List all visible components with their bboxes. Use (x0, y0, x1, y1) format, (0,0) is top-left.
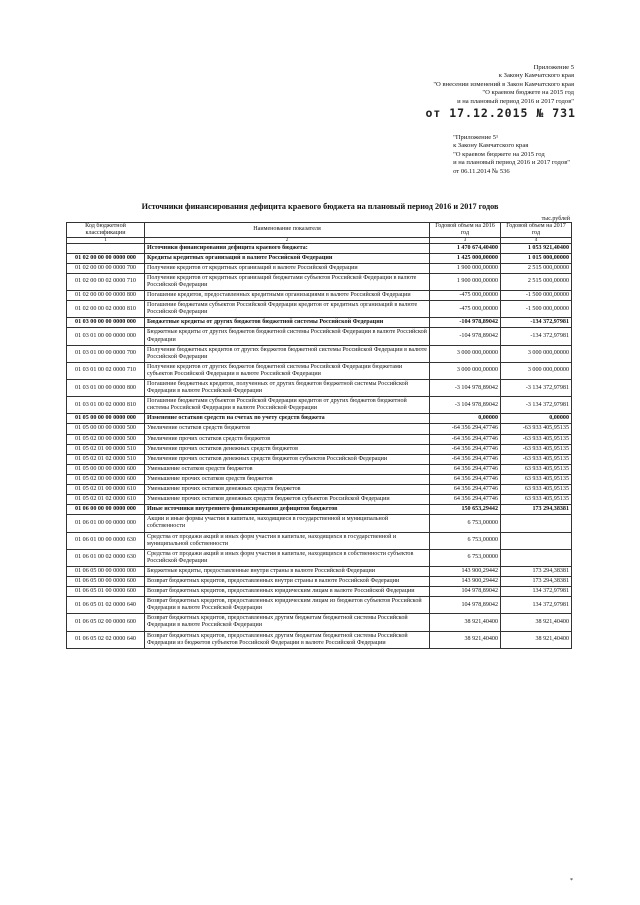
table-row (67, 397, 572, 414)
cell-2016: 1 900 000,00000 (430, 263, 501, 273)
table-row (67, 362, 572, 379)
law-date-number-stamp: от 17.12.2015 № 731 (425, 106, 576, 120)
cell-2017: 1 015 000,00000 (501, 253, 572, 263)
cell-2016: -64 356 294,47746 (430, 424, 501, 434)
cell-2017: 1 053 921,40400 (501, 243, 572, 253)
cell-2016: 6 753,00000 (430, 515, 501, 532)
cell-code: 01 05 00 00 00 0000 500 (67, 424, 145, 434)
cell-name: Погашение кредитов, предоставленных кредитными организациями в валюте Российской Федерации (145, 291, 430, 301)
cell-2017: 173 294,38381 (501, 505, 572, 515)
table-row (67, 631, 572, 648)
cell-code: 01 02 00 00 02 0000 710 (67, 273, 145, 290)
cell-2016: 0,00000 (430, 414, 501, 424)
cell-2016: 143 900,29442 (430, 576, 501, 586)
cell-code: 01 06 05 00 00 0000 000 (67, 566, 145, 576)
cell-2017 (501, 532, 572, 549)
table-row (67, 273, 572, 290)
header-2017: Годовой объем на 2017 год (501, 223, 572, 238)
cell-2016: 143 900,29442 (430, 566, 501, 576)
original-appendix-header-line: к Закону Камчатского края (453, 142, 529, 150)
table-header-row (67, 223, 572, 238)
table-row (67, 474, 572, 484)
cell-code: 01 05 00 00 00 0000 600 (67, 464, 145, 474)
cell-code: 01 05 02 01 00 0000 510 (67, 444, 145, 454)
cell-name: Средства от продажи акций и иных форм участия в капитале, находящихся в государственной и муниципальной собственности (145, 532, 430, 549)
table-row (67, 424, 572, 434)
cell-2017: 3 000 000,00000 (501, 362, 572, 379)
cell-name: Возврат бюджетных кредитов, предоставленных другим бюджетам бюджетной системы Российской Федерации из бюджетов субъектов Российской Федерации в валюте Российской Федерации (145, 631, 430, 648)
cell-code: 01 05 00 00 00 0000 000 (67, 414, 145, 424)
cell-code: 01 05 02 00 00 0000 600 (67, 474, 145, 484)
table-row (67, 345, 572, 362)
cell-2016: 64 356 294,47746 (430, 495, 501, 505)
cell-2017: 2 515 000,00000 (501, 263, 572, 273)
table-row (67, 495, 572, 505)
cell-name: Получение кредитов от кредитных организаций бюджетами субъектов Российской Федерации в валюте Российской Федерации (145, 273, 430, 290)
column-index: 4 (501, 237, 572, 243)
cell-name: Увеличение прочих остатков средств бюджетов (145, 434, 430, 444)
table-row (67, 253, 572, 263)
table-row (67, 576, 572, 586)
table-row (67, 328, 572, 345)
cell-name: Кредиты кредитных организаций в валюте Российской Федерации (145, 253, 430, 263)
cell-2017: 63 933 405,95135 (501, 474, 572, 484)
cell-2016: 38 921,40400 (430, 614, 501, 631)
table-row (67, 414, 572, 424)
cell-code: 01 06 01 00 02 0000 630 (67, 549, 145, 566)
cell-code: 01 02 00 00 00 0000 800 (67, 291, 145, 301)
cell-2016: 1 900 000,00000 (430, 273, 501, 290)
cell-code: 01 06 05 01 02 0000 640 (67, 597, 145, 614)
cell-name: Бюджетные кредиты, предоставленные внутри страны в валюте Российской Федерации (145, 566, 430, 576)
cell-name: Возврат бюджетных кредитов, предоставленных другим бюджетам бюджетной системы Российской Федерации в валюте Российской Федерации (145, 614, 430, 631)
column-index: 1 (67, 237, 145, 243)
cell-2016: 3 000 000,00000 (430, 362, 501, 379)
table-row (67, 505, 572, 515)
cell-2016: 1 470 674,40400 (430, 243, 501, 253)
cell-2016: 150 653,29442 (430, 505, 501, 515)
header-code: Код бюджетной классификации (67, 223, 145, 238)
original-appendix-header-line: "О краевом бюджете на 2015 год (453, 150, 545, 158)
appendix-header-line: и на плановый период 2016 и 2017 годов" (457, 97, 574, 105)
cell-2017: 173 294,38381 (501, 566, 572, 576)
cell-2016: 64 356 294,47746 (430, 485, 501, 495)
cell-2016: 104 978,89042 (430, 587, 501, 597)
table-row (67, 614, 572, 631)
cell-name: Получение кредитов от кредитных организаций в валюте Российской Федерации (145, 263, 430, 273)
table-row (67, 291, 572, 301)
deficit-financing-table (66, 222, 572, 649)
cell-name: Погашение бюджетами субъектов Российской Федерации кредитов от кредитных организаций в валюте Российской Федерации (145, 301, 430, 318)
cell-2016: -64 356 294,47746 (430, 434, 501, 444)
cell-code: 01 05 02 01 02 0000 610 (67, 495, 145, 505)
cell-name: Увеличение остатков средств бюджетов (145, 424, 430, 434)
cell-2017: 63 933 405,95135 (501, 464, 572, 474)
table-row (67, 318, 572, 328)
cell-code: 01 06 05 02 00 0000 600 (67, 614, 145, 631)
original-appendix-header-line: от 06.11.2014 № 536 (453, 167, 510, 175)
cell-2017: -63 933 405,95135 (501, 424, 572, 434)
cell-2016: 1 425 000,00000 (430, 253, 501, 263)
appendix-header-line: Приложение 5 (533, 64, 574, 71)
cell-2017: -63 933 405,95135 (501, 434, 572, 444)
cell-name: Бюджетные кредиты от других бюджетов бюджетной системы Российской Федерации в валюте Российской Федерации (145, 328, 430, 345)
cell-code: 01 03 01 00 00 0000 800 (67, 380, 145, 397)
cell-code: 01 06 01 00 00 0000 000 (67, 515, 145, 532)
cell-name: Получение бюджетных кредитов от других бюджетов бюджетной системы Российской Федерации в валюте Российской Федерации (145, 345, 430, 362)
cell-2017: 134 372,97981 (501, 587, 572, 597)
cell-2017: 0,00000 (501, 414, 572, 424)
original-appendix-header-line: и на плановый период 2016 и 2017 годов" (453, 159, 570, 167)
cell-2017: -134 372,97981 (501, 328, 572, 345)
cell-2016: 6 753,00000 (430, 549, 501, 566)
cell-2016: -64 356 294,47746 (430, 454, 501, 464)
table-row (67, 434, 572, 444)
cell-name: Погашение бюджетных кредитов, полученных от других бюджетов бюджетной системы Российской Федерации в валюте Российской Федерации (145, 380, 430, 397)
cell-code: 01 03 00 00 00 0000 000 (67, 318, 145, 328)
column-index: 2 (145, 237, 430, 243)
cell-code: 01 02 00 00 00 0000 000 (67, 253, 145, 263)
table-row (67, 444, 572, 454)
cell-code: 01 05 02 01 02 0000 510 (67, 454, 145, 464)
cell-code: 01 06 01 00 00 0000 630 (67, 532, 145, 549)
cell-name: Средства от продажи акций и иных форм участия в капитале, находящихся в собственности субъектов Российской Федерации (145, 549, 430, 566)
cell-2017: 173 294,38381 (501, 576, 572, 586)
original-appendix-header-line: "Приложение 5¹ (453, 134, 499, 141)
cell-2017: -134 372,97981 (501, 318, 572, 328)
units-label: тыс.рублей (541, 216, 570, 222)
cell-2016: 104 978,89042 (430, 597, 501, 614)
cell-code: 01 05 02 01 00 0000 610 (67, 485, 145, 495)
cell-code: 01 03 01 00 00 0000 000 (67, 328, 145, 345)
table-row (67, 597, 572, 614)
cell-2016: -64 356 294,47746 (430, 444, 501, 454)
cell-2017: 2 515 000,00000 (501, 273, 572, 290)
table-row (67, 566, 572, 576)
appendix-header-line: к Закону Камчатского края (498, 72, 574, 80)
cell-name: Уменьшение прочих остатков денежных средств бюджетов (145, 485, 430, 495)
cell-2017 (501, 515, 572, 532)
cell-2017: -3 134 372,97981 (501, 397, 572, 414)
appendix-header (433, 64, 574, 106)
table-row (67, 454, 572, 464)
cell-2017: -3 134 372,97981 (501, 380, 572, 397)
cell-code: 01 03 01 00 00 0000 700 (67, 345, 145, 362)
table-row (67, 243, 572, 253)
cell-2017: 134 372,97981 (501, 597, 572, 614)
cell-code (67, 243, 145, 253)
cell-2016: -475 000,00000 (430, 301, 501, 318)
cell-2017: 63 933 405,95135 (501, 495, 572, 505)
table-row (67, 532, 572, 549)
cell-2016: 3 000 000,00000 (430, 345, 501, 362)
cell-name: Уменьшение остатков средств бюджетов (145, 464, 430, 474)
appendix-header-line: "О краевом бюджете на 2015 год (482, 89, 574, 97)
table-row (67, 263, 572, 273)
cell-2017: 63 933 405,95135 (501, 485, 572, 495)
cell-code: 01 05 02 00 00 0000 500 (67, 434, 145, 444)
table-row (67, 587, 572, 597)
cell-name: Уменьшение прочих остатков средств бюджетов (145, 474, 430, 484)
cell-name: Иные источники внутреннего финансирования дефицитов бюджетов (145, 505, 430, 515)
cell-name: Возврат бюджетных кредитов, предоставленных юридическим лицам в валюте Российской Федерации (145, 587, 430, 597)
cell-code: 01 06 00 00 00 0000 000 (67, 505, 145, 515)
cell-2016: -475 000,00000 (430, 291, 501, 301)
cell-2017: -63 933 405,95135 (501, 444, 572, 454)
table-row (67, 301, 572, 318)
cell-2016: 64 356 294,47746 (430, 464, 501, 474)
cell-2017 (501, 549, 572, 566)
cell-2017: 38 921,40400 (501, 631, 572, 648)
cell-name: Получение кредитов от других бюджетов бюджетной системы Российской Федерации бюджетами субъектов Российской Федерации в валюте Российской Федерации (145, 362, 430, 379)
table-row (67, 464, 572, 474)
original-appendix-header (453, 134, 570, 176)
table-body (67, 243, 572, 648)
cell-name: Увеличение прочих остатков денежных средств бюджетов субъектов Российской Федерации (145, 454, 430, 464)
cell-name: Погашение бюджетами субъектов Российской Федерации кредитов от других бюджетов бюджетной системы Российской Федерации в валюте Российской Федерации (145, 397, 430, 414)
column-index: 3 (430, 237, 501, 243)
cell-name: Возврат бюджетных кредитов, предоставленных юридическим лицам из бюджетов субъектов Российской Федерации в валюте Российской Федерации (145, 597, 430, 614)
cell-2016: -3 104 978,89042 (430, 397, 501, 414)
cell-code: 01 02 00 00 00 0000 700 (67, 263, 145, 273)
cell-2017: -63 933 405,95135 (501, 454, 572, 464)
cell-2017: 38 921,40400 (501, 614, 572, 631)
header-name: Наименование показателя (145, 223, 430, 238)
cell-code: 01 06 05 01 00 0000 600 (67, 587, 145, 597)
cell-2016: -3 104 978,89042 (430, 380, 501, 397)
cell-code: 01 02 00 00 02 0000 810 (67, 301, 145, 318)
table-row (67, 515, 572, 532)
table-row (67, 549, 572, 566)
cell-name: Бюджетные кредиты от других бюджетов бюджетной системы Российской Федерации (145, 318, 430, 328)
table-row (67, 380, 572, 397)
cell-name: Увеличение прочих остатков денежных средств бюджетов (145, 444, 430, 454)
cell-code: 01 06 05 02 02 0000 640 (67, 631, 145, 648)
footnote-mark: * (570, 878, 573, 884)
cell-code: 01 06 05 00 00 0000 600 (67, 576, 145, 586)
cell-name: Акции и иные формы участия в капитале, находящиеся в государственной и муниципальной собственности (145, 515, 430, 532)
appendix-header-line: "О внесении изменений в Закон Камчатского края (433, 80, 574, 88)
cell-code: 01 03 01 00 02 0000 710 (67, 362, 145, 379)
cell-2017: 3 000 000,00000 (501, 345, 572, 362)
cell-2016: -104 978,89042 (430, 328, 501, 345)
cell-2016: 38 921,40400 (430, 631, 501, 648)
cell-2016: 6 753,00000 (430, 532, 501, 549)
cell-name: Источники финансирования дефицита краевого бюджета: (145, 243, 430, 253)
header-2016: Годовой объем на 2016 год (430, 223, 501, 238)
cell-name: Изменение остатков средств на счетах по учету средств бюджета (145, 414, 430, 424)
cell-2017: -1 500 000,00000 (501, 291, 572, 301)
cell-name: Уменьшение прочих остатков денежных средств бюджетов субъектов Российской Федерации (145, 495, 430, 505)
cell-2016: -104 978,89042 (430, 318, 501, 328)
cell-name: Возврат бюджетных кредитов, предоставленных внутри страны в валюте Российской Федерации (145, 576, 430, 586)
document-title: Источники финансирования дефицита краевого бюджета на плановый период 2016 и 2017 годов (141, 202, 499, 211)
table-row (67, 485, 572, 495)
cell-2016: 64 356 294,47746 (430, 474, 501, 484)
cell-2017: -1 500 000,00000 (501, 301, 572, 318)
cell-code: 01 03 01 00 02 0000 810 (67, 397, 145, 414)
